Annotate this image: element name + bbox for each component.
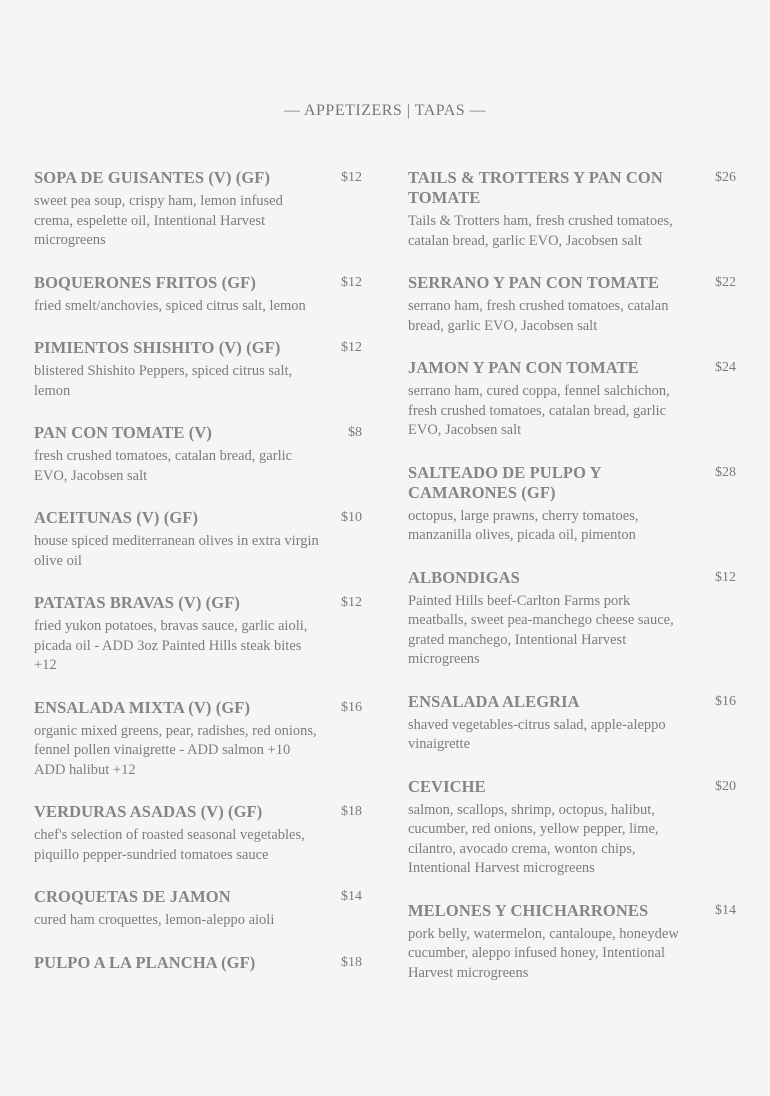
menu-item-name: ACEITUNAS (V) (GF) <box>34 508 199 527</box>
menu-item <box>408 777 736 879</box>
menu-item-price: $8 <box>348 425 362 440</box>
menu-item-name: MELONES Y CHICHARRONES <box>408 900 649 920</box>
menu-item <box>408 901 736 984</box>
menu-item-header <box>34 887 362 907</box>
menu-item-price: $18 <box>341 804 362 819</box>
menu-item-header <box>408 777 736 797</box>
menu-item <box>408 358 736 441</box>
menu-item-description: sweet pea soup, crispy ham, lemon infused crema, espelette oil, Intentional Harvest microgreens <box>34 193 283 248</box>
menu-item <box>408 273 736 336</box>
menu-item <box>34 508 362 571</box>
menu-item-header <box>34 953 362 973</box>
menu-item-price: $26 <box>715 170 736 185</box>
menu-item-header <box>408 463 736 503</box>
menu-item-name: SERRANO Y PAN CON TOMATE <box>408 273 660 292</box>
menu-item-name: SOPA DE GUISANTES (V) (GF) <box>34 168 271 187</box>
menu-item <box>408 168 736 251</box>
section-title: — APPETIZERS | TAPAS — <box>283 102 487 119</box>
menu-item <box>34 802 362 865</box>
menu-item-header <box>34 168 362 188</box>
menu-item-description: fried yukon potatoes, bravas sauce, garlic aioli, picada oil - ADD 3oz Painted Hills steak bites +12 <box>34 618 308 673</box>
menu-item <box>34 953 362 973</box>
menu-item-price: $16 <box>715 693 736 709</box>
menu-item-description: Painted Hills beef-Carlton Farms pork meatballs, sweet pea-manchego cheese sauce, grated manchego, Intentional Harvest microgreens <box>408 592 674 667</box>
menu-column-left <box>34 168 362 995</box>
menu-item-name: SALTEADO DE PULPO Y CAMARONES (GF) <box>408 462 602 502</box>
menu-item-header <box>34 698 362 718</box>
menu-item <box>34 338 362 401</box>
menu-item-header <box>408 358 736 378</box>
menu-item-description: octopus, large prawns, cherry tomatoes, manzanilla olives, picada oil, pimenton <box>408 507 639 543</box>
menu-item-description: pork belly, watermelon, cantaloupe, honeydew cucumber, aleppo infused honey, Intentional Harvest microgreens <box>408 925 679 981</box>
menu-item-description: cured ham croquettes, lemon-aleppo aioli <box>34 912 275 928</box>
menu-item-description: serrano ham, fresh crushed tomatoes, catalan bread, garlic EVO, Jacobsen salt <box>408 298 669 334</box>
menu-item-header <box>34 593 362 613</box>
menu-item-name: PATATAS BRAVAS (V) (GF) <box>34 593 240 612</box>
menu-item-name: BOQUERONES FRITOS (GF) <box>34 272 256 292</box>
menu-item-price: $28 <box>715 464 736 480</box>
menu-item-description: blistered Shishito Peppers, spiced citrus salt, lemon <box>34 363 293 399</box>
menu-item-name: JAMON Y PAN CON TOMATE <box>408 358 639 377</box>
menu-item-header <box>34 273 362 293</box>
menu-item-name: VERDURAS ASADAS (V) (GF) <box>34 802 263 821</box>
menu-item <box>34 168 362 251</box>
menu-item-name: TAILS & TROTTERS Y PAN CON TOMATE <box>408 168 663 207</box>
menu-item-header <box>34 338 362 358</box>
menu-item-price: $10 <box>341 510 362 525</box>
menu-item-price: $18 <box>341 954 362 970</box>
menu-item-description: shaved vegetables-citrus salad, apple-aleppo vinaigrette <box>408 716 666 752</box>
menu-item-description: organic mixed greens, pear, radishes, red onions, fennel pollen vinaigrette - ADD salmon +10 ADD halibut +12 <box>34 722 317 778</box>
menu-item-header <box>408 901 736 921</box>
menu-item <box>34 423 362 486</box>
menu-item-header <box>34 802 362 822</box>
menu-item-header <box>34 508 362 528</box>
menu-item-price: $24 <box>715 360 736 375</box>
menu-item-description: fried smelt/anchovies, spiced citrus salt, lemon <box>34 297 306 314</box>
menu-item-price: $20 <box>715 778 736 794</box>
menu-item <box>34 698 362 781</box>
menu-item-description: salmon, scallops, shrimp, octopus, halibut, cucumber, red onions, yellow pepper, lime, cilantro, avocado crema, wonton chips, Intentional Harvest microgreens <box>408 801 659 876</box>
menu-item <box>408 568 736 670</box>
menu-column-right <box>408 168 736 1005</box>
menu-item-header <box>408 568 736 588</box>
menu-item-price: $12 <box>341 274 362 290</box>
menu-item-header <box>34 423 362 443</box>
menu-item-price: $12 <box>341 170 362 185</box>
menu-item <box>408 463 736 546</box>
menu-item <box>408 692 736 755</box>
menu-item-header <box>408 692 736 712</box>
menu-item-header <box>408 273 736 293</box>
menu-item-name: CEVICHE <box>408 776 486 796</box>
menu-item <box>34 887 362 931</box>
menu-item-name: CROQUETAS DE JAMON <box>34 887 231 906</box>
menu-item-price: $14 <box>341 889 362 904</box>
menu-item-description: Tails & Trotters ham, fresh crushed tomatoes, catalan bread, garlic EVO, Jacobsen salt <box>408 213 673 249</box>
menu-item-name: ALBONDIGAS <box>408 567 520 587</box>
menu-item-price: $12 <box>341 340 362 355</box>
menu-item-price: $12 <box>715 569 736 585</box>
menu-item-price: $14 <box>715 902 736 918</box>
menu-item-name: PIMIENTOS SHISHITO (V) (GF) <box>34 338 281 357</box>
menu-item-header <box>408 168 736 208</box>
menu-item-description: fresh crushed tomatoes, catalan bread, garlic EVO, Jacobsen salt <box>34 448 293 484</box>
menu-item-price: $22 <box>715 275 736 290</box>
menu-item-name: ENSALADA MIXTA (V) (GF) <box>34 697 251 717</box>
menu-item <box>34 273 362 317</box>
menu-item-description: house spiced mediterranean olives in extra virgin olive oil <box>34 533 319 569</box>
menu-item-price: $16 <box>341 699 362 715</box>
menu-item <box>34 593 362 676</box>
menu-item-name: PULPO A LA PLANCHA (GF) <box>34 952 256 972</box>
menu-item-price: $12 <box>341 595 362 610</box>
menu-item-description: chef's selection of roasted seasonal vegetables, piquillo pepper-sundried tomatoes sauce <box>34 827 305 863</box>
menu-item-description: serrano ham, cured coppa, fennel salchichon, fresh crushed tomatoes, catalan bread, garlic EVO, Jacobsen salt <box>408 383 670 438</box>
menu-item-name: ENSALADA ALEGRIA <box>408 691 580 711</box>
menu-item-name: PAN CON TOMATE (V) <box>34 423 212 442</box>
